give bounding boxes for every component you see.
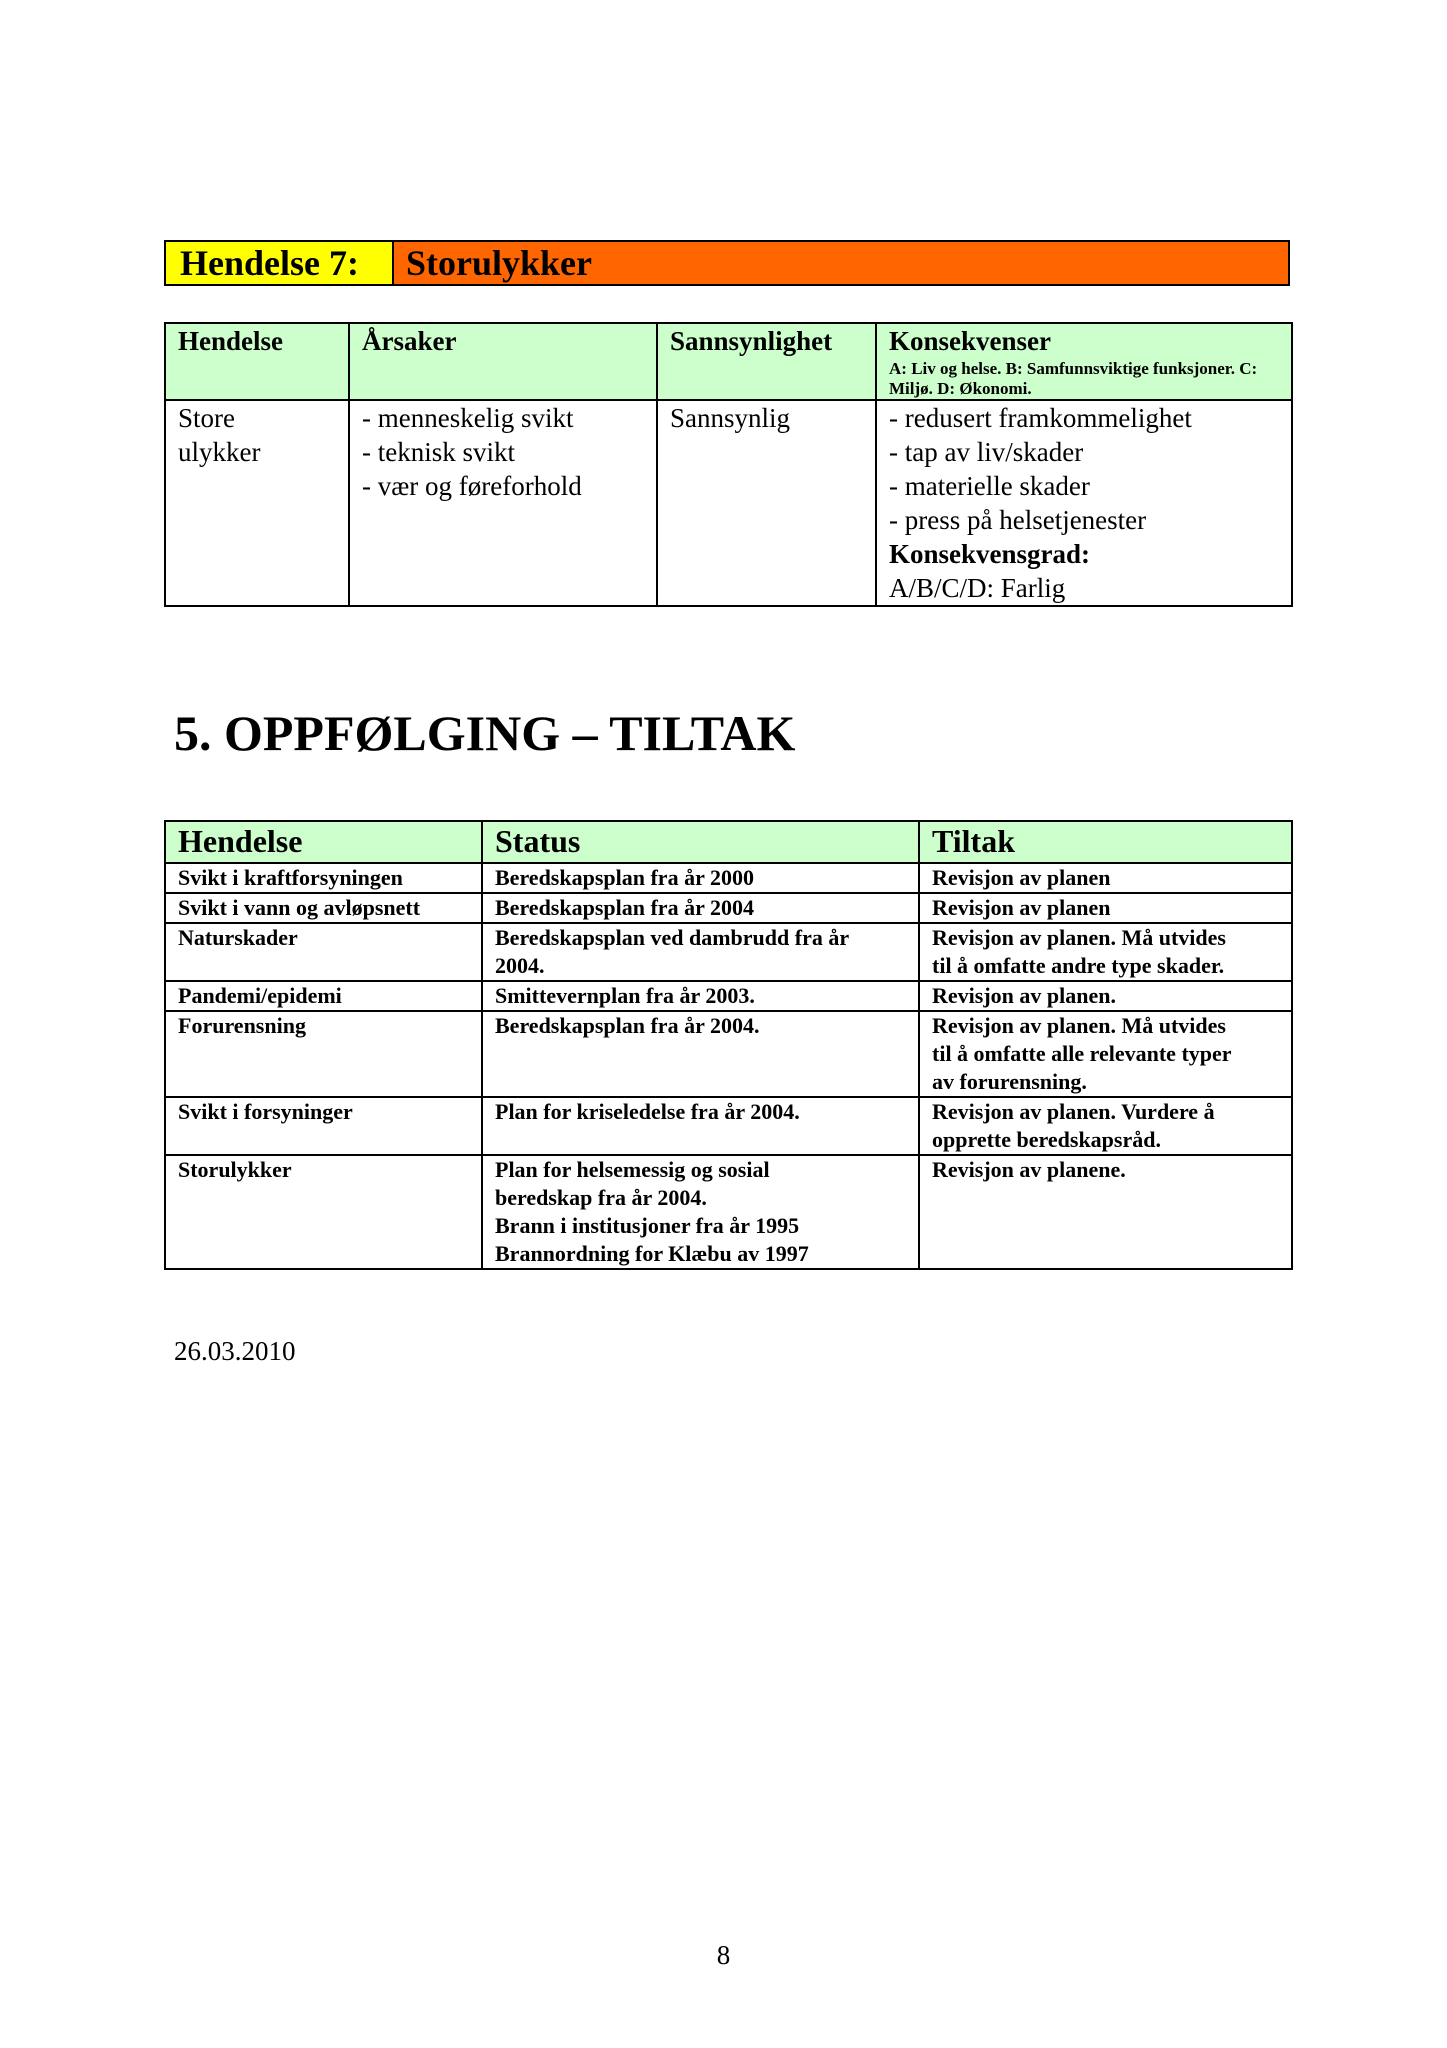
header-sannsynlighet: Sannsynlighet bbox=[657, 323, 876, 400]
header-hendelse: Hendelse bbox=[165, 323, 349, 400]
risk-table-row bbox=[165, 400, 1292, 606]
cell-line: - press på helsetjenester bbox=[889, 505, 1147, 535]
cell-tiltak bbox=[919, 1155, 1292, 1269]
section-title: 5. OPPFØLGING – TILTAK bbox=[174, 705, 796, 761]
followup-table-header-row bbox=[165, 821, 1292, 863]
cell-hendelse bbox=[165, 400, 349, 606]
table-row bbox=[165, 863, 1292, 893]
cell-line: Store bbox=[178, 403, 235, 433]
header-tiltak: Tiltak bbox=[919, 821, 1292, 863]
cell-tiltak bbox=[919, 863, 1292, 893]
cell-hendelse: Pandemi/epidemi bbox=[165, 981, 482, 1011]
cell-line: Revisjon av planen. Må utvides bbox=[932, 925, 1226, 950]
event-title: Storulykker bbox=[394, 242, 1288, 284]
table-row bbox=[165, 1097, 1292, 1155]
header-arsaker: Årsaker bbox=[349, 323, 657, 400]
page-number: 8 bbox=[716, 1940, 731, 1970]
cell-status bbox=[482, 923, 919, 981]
event-header bbox=[164, 240, 1290, 286]
cell-hendelse: Forurensning bbox=[165, 1011, 482, 1097]
event-number-label: Hendelse 7: bbox=[166, 242, 394, 284]
cell-line: beredskap fra år 2004. bbox=[495, 1185, 707, 1210]
cell-line: Beredskapsplan ved dambrudd fra år bbox=[495, 925, 850, 950]
cell-line: Revisjon av planen bbox=[932, 865, 1111, 890]
cell-line: Revisjon av planen bbox=[932, 895, 1111, 920]
risk-table-header-row bbox=[165, 323, 1292, 400]
table-row bbox=[165, 923, 1292, 981]
followup-table-body bbox=[165, 863, 1292, 1269]
cell-status bbox=[482, 893, 919, 923]
cell-hendelse: Svikt i kraftforsyningen bbox=[165, 863, 482, 893]
cell-line: Brann i institusjoner fra år 1995 bbox=[495, 1213, 800, 1238]
cell-hendelse: Storulykker bbox=[165, 1155, 482, 1269]
header-hendelse: Hendelse bbox=[165, 821, 482, 863]
cell-line: til å omfatte alle relevante typer bbox=[932, 1041, 1232, 1066]
cell-line: Revisjon av planen. bbox=[932, 983, 1116, 1008]
cell-arsaker bbox=[349, 400, 657, 606]
header-status: Status bbox=[482, 821, 919, 863]
cell-line: Plan for kriseledelse fra år 2004. bbox=[495, 1099, 800, 1124]
cell-line: Revisjon av planene. bbox=[932, 1157, 1126, 1182]
table-row bbox=[165, 981, 1292, 1011]
table-row bbox=[165, 1155, 1292, 1269]
cell-line: opprette beredskapsråd. bbox=[932, 1127, 1161, 1152]
cell-line: - menneskelig svikt bbox=[362, 403, 574, 433]
table-row bbox=[165, 893, 1292, 923]
cell-line: Brannordning for Klæbu av 1997 bbox=[495, 1241, 809, 1266]
cell-hendelse: Svikt i vann og avløpsnett bbox=[165, 893, 482, 923]
cell-line: 2004. bbox=[495, 953, 545, 978]
cell-line: Revisjon av planen. Vurdere å bbox=[932, 1099, 1215, 1124]
cell-line: - materielle skader bbox=[889, 471, 1090, 501]
cell-hendelse: Svikt i forsyninger bbox=[165, 1097, 482, 1155]
followup-table bbox=[164, 820, 1293, 1270]
cell-status bbox=[482, 1155, 919, 1269]
cell-status bbox=[482, 1097, 919, 1155]
cell-line: Smittevernplan fra år 2003. bbox=[495, 983, 755, 1008]
cell-line: av forurensning. bbox=[932, 1069, 1087, 1094]
header-konsekvenser bbox=[876, 323, 1292, 400]
cell-tiltak bbox=[919, 1011, 1292, 1097]
cell-line: - teknisk svikt bbox=[362, 437, 515, 467]
cell-line: - redusert framkommelighet bbox=[889, 403, 1192, 433]
konsekvensgrad-label: Konsekvensgrad: bbox=[889, 539, 1091, 569]
cell-tiltak bbox=[919, 981, 1292, 1011]
cell-line: - tap av liv/skader bbox=[889, 437, 1084, 467]
cell-status bbox=[482, 981, 919, 1011]
cell-line: til å omfatte andre type skader. bbox=[932, 953, 1225, 978]
cell-line: Beredskapsplan fra år 2000 bbox=[495, 865, 754, 890]
cell-line: Beredskapsplan fra år 2004 bbox=[495, 895, 754, 920]
cell-sannsynlighet: Sannsynlig bbox=[657, 400, 876, 606]
document-date: 26.03.2010 bbox=[174, 1336, 296, 1366]
cell-line: - vær og føreforhold bbox=[362, 471, 582, 501]
cell-line: ulykker bbox=[178, 437, 261, 467]
cell-line: Beredskapsplan fra år 2004. bbox=[495, 1013, 760, 1038]
risk-table bbox=[164, 322, 1293, 607]
header-konsekvenser-label: Konsekvenser bbox=[889, 326, 1051, 356]
table-row bbox=[165, 1011, 1292, 1097]
cell-tiltak bbox=[919, 923, 1292, 981]
cell-tiltak bbox=[919, 1097, 1292, 1155]
cell-hendelse: Naturskader bbox=[165, 923, 482, 981]
cell-line: Plan for helsemessig og sosial bbox=[495, 1157, 770, 1182]
header-konsekvenser-note: A: Liv og helse. B: Samfunnsviktige funksjoner. C: Miljø. D: Økonomi. bbox=[889, 359, 1258, 398]
cell-konsekvenser bbox=[876, 400, 1292, 606]
konsekvensgrad-value: A/B/C/D: Farlig bbox=[889, 573, 1066, 603]
cell-status bbox=[482, 863, 919, 893]
cell-line: Revisjon av planen. Må utvides bbox=[932, 1013, 1226, 1038]
cell-status bbox=[482, 1011, 919, 1097]
cell-tiltak bbox=[919, 893, 1292, 923]
